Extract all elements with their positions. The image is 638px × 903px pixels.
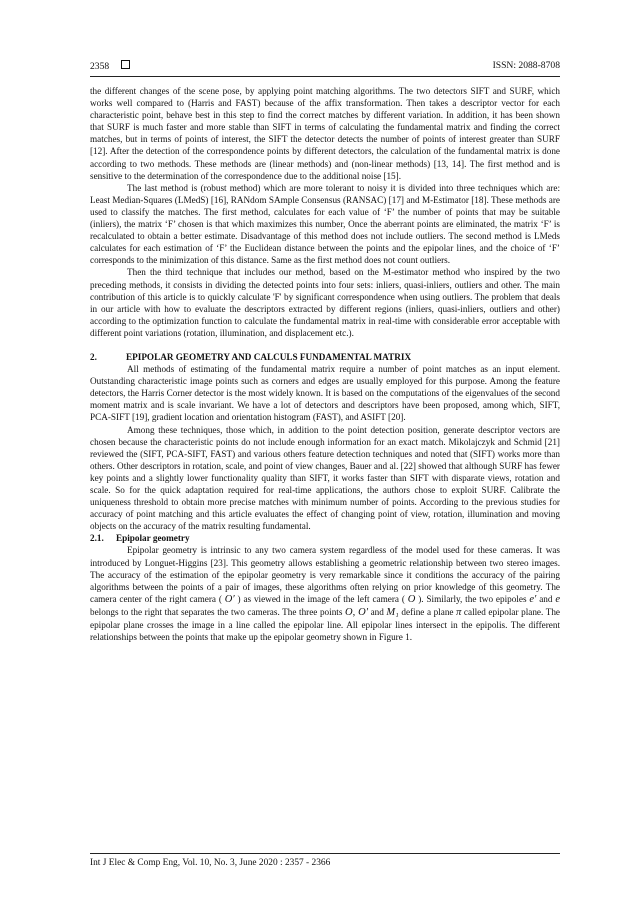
- paragraph: The last method is (robust method) which are more tolerant to noisy it is divided into three techniques which are: Least Median-Squares (LMedS) [16], RANdom SAmple Consensus (RANSAC) [17] and M-Estimator [18]. These methods are used to classify the matches. The first method, calculates for each value of ‘F’ the number of points that may be suitable (inliers), the matrix ‘F’ chosen is that which maximizes this number, Once the aberrant points are eliminated, the matrix ‘F’ is recalculated to obtain a better estimate. Disadvantage of this method does not include outliers. The second method is LMeds calculates for each estimation of ‘F’ the Euclidean distance between the points and the epipolar lines, and the choice of ‘F’ corresponds to the minimization of this distance. Same as the first method does not count outliers.: [90, 182, 560, 266]
- math-symbol: O, O′: [345, 606, 368, 618]
- issn: ISSN: 2088-8708: [492, 60, 560, 71]
- text-run: ) as viewed in the image of the left camera (: [237, 593, 405, 604]
- header-left: [90, 60, 130, 72]
- article-body: [90, 85, 560, 643]
- footer-rule: [90, 853, 560, 854]
- page-footer: Int J Elec & Comp Eng, Vol. 10, No. 3, June 2020 : 2357 - 2366: [90, 858, 331, 868]
- math-symbol: O: [407, 593, 416, 605]
- page-header: [90, 60, 560, 74]
- text-run: called epipolar plane. The epipolar plane crosses the image in a line called the epipolar line. All epipolar lines intersect in the epipolis. The different relationships between the points that make up the epipolar geometry shown in Figure 1.: [90, 606, 560, 643]
- header-rule: [90, 76, 560, 77]
- text-run: Epipolar geometry is intrinsic to any two camera system regardless of the model used for these cameras. It was introduced by Longuet-Higgins [23]. This geometry allows establishing a geometric relationship between two stereo images. The accuracy of the estimation of the epipolar geometry is very remarkable since it conditions the accuracy of the pairing algorithms between the points of a pair of images, these algorithms often relying on prior knowledge of this geometry. The camera center of the right camera (: [90, 545, 560, 604]
- text-run: and: [539, 593, 553, 604]
- paragraph: Then the third technique that includes our method, based on the M-estimator method who inspired by the two preceding methods, it consists in dividing the detected points into four sets: inliers, quasi-inliers, outliers and other. The main contribution of this article is to quickly calculate 'F' by significant correspondence when using outliers. The problem that deals in our article with how to evaluate the descriptors extracted by different regions (inliers, quasi-inliers, outliers and other) according to the optimization function to calculate the fundamental matrix in real-time with considerable error acceptable with different point variations (rotation, illumination, and displacement etc.).: [90, 267, 560, 338]
- paragraph: All methods of estimating of the fundamental matrix require a number of point matches as an input element. Outstanding characteristic image points such as corners and edges are usually employed for this purpose. Among the feature detectors, the Harris Corner detector is the most widely known. It is based on the computations of the eigenvalues of the second moment matrix and is scale invariant. We have a lot of detectors and descriptors have been proposed, among which, SIFT, PCA-SIFT [19], gradient location and orientation histogram (FAST), and ASIFT [20].: [90, 364, 560, 423]
- math-symbol: e: [555, 593, 560, 605]
- subsection-title: Epipolar geometry: [116, 533, 190, 544]
- section-number: 2.: [90, 351, 97, 362]
- text-run: and: [370, 606, 384, 617]
- subsection-number: 2.1.: [90, 533, 104, 544]
- math-symbol: e′: [529, 593, 537, 605]
- section-heading: [90, 351, 560, 363]
- math-symbol: π: [456, 606, 462, 618]
- subsection-heading: [90, 532, 560, 544]
- square-bullet-icon: [121, 60, 130, 69]
- section-title: EPIPOLAR GEOMETRY AND CALCULS FUNDAMENTAL MATRIX: [126, 351, 412, 362]
- paragraph: the different changes of the scene pose, by applying point matching algorithms. The two detectors SIFT and SURF, which works well compared to (Harris and FAST) because of the affix transformation. Then takes a descriptor vector for each characteristic point, behave best in this step to find the correct matches by different variation. In addition, it has been shown that SURF is much faster and more stable than SIFT in terms of calculating the fundamental matrix and finding the correct matches, but in terms of points of interest, the SIFT the detector detects the number of points of interest greater than SURF [12]. After the detection of the correspondence points by different detectors, the calculation of the fundamental matrix is done according to two methods. These methods are (linear methods) and (non-linear methods) [13, 14]. The first method and is sensitive to the determination of the correspondence due to the additional noise [15].: [90, 86, 560, 181]
- page-number: 2358: [90, 61, 110, 72]
- paragraph: Among these techniques, those which, in addition to the point detection position, generate descriptor vectors are chosen because the characteristic points do not include enough information for an exact match. Mikolajczyk and Schmid [21] reviewed the (SIFT, PCA-SIFT, FAST) and various others feature detection techniques and noted that (SIFT) works more than others. Other descriptors in rotation, scale, and point of view changes, Bauer and al. [22] showed that although SURF has fewer key points and a slightly lower functionality quality than SIFT, it works faster than SIFT with disparate views, rotation and scale. So for the quick adaptation required for real-time applications, the authors chose to exploit SURF. Calibrate the uniqueness threshold to obtain more precise matches with minimum number of points. According to the previous studies for accuracy of point matching and this article evaluates the effect of changing point of view, rotation, illumination and moving objects on the accuracy of the matrix resulting fundamental.: [90, 424, 560, 532]
- math-symbol: M₁: [386, 606, 399, 618]
- math-symbol: O′: [224, 593, 235, 605]
- paragraph-epipolar: [90, 544, 560, 643]
- text-run: ). Similarly, the two epipoles: [418, 593, 527, 604]
- text-run: define a plane: [401, 606, 454, 617]
- text-run: belongs to the right that separates the two cameras. The three points: [90, 606, 343, 617]
